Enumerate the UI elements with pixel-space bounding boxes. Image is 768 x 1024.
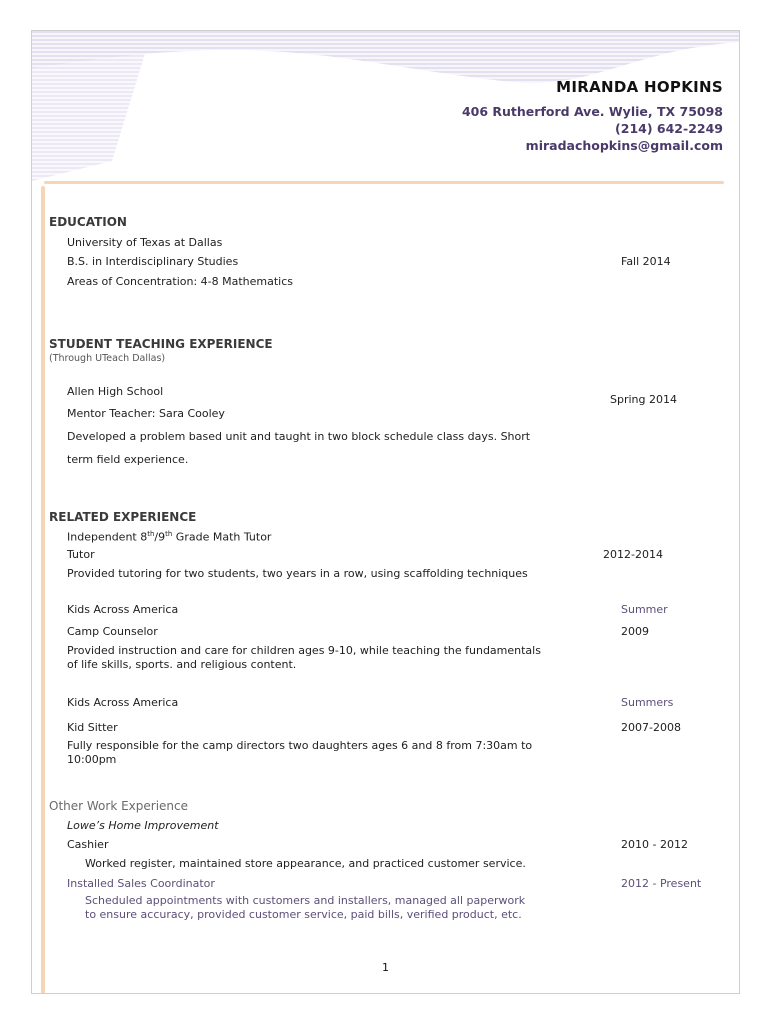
teaching-date: Spring 2014 — [610, 393, 677, 406]
job1-desc: Worked register, maintained store appearance, and practiced customer service. — [85, 857, 526, 870]
camp2-year: 2007-2008 — [621, 721, 681, 734]
student-teaching-subheading: (Through UTeach Dallas) — [49, 353, 166, 364]
section-divider — [44, 181, 724, 184]
tutor-title: Independent 8th/9th Grade Math Tutor — [67, 530, 272, 544]
camp1-role: Camp Counselor — [67, 625, 158, 638]
left-margin-rule — [41, 186, 45, 994]
camp2-season: Summers — [621, 696, 674, 709]
camp2-desc-line2: 10:00pm — [67, 753, 117, 766]
other-work-heading: Other Work Experience — [49, 799, 189, 813]
resume-page — [31, 30, 740, 994]
job1-role: Cashier — [67, 838, 109, 851]
camp1-desc-line2: of life skills, sports. and religious content. — [67, 658, 297, 671]
education-heading: EDUCATION — [49, 215, 127, 229]
education-degree: B.S. in Interdisciplinary Studies — [67, 255, 239, 268]
camp1-desc-line1: Provided instruction and care for children ages 9-10, while teaching the fundamentals — [67, 644, 541, 657]
teaching-school: Allen High School — [67, 385, 164, 398]
email: miradachopkins@gmail.com — [525, 138, 723, 153]
teaching-mentor: Mentor Teacher: Sara Cooley — [67, 407, 225, 420]
job2-desc-line2: to ensure accuracy, provided customer service, paid bills, verified product, etc. — [85, 908, 522, 921]
page-number: 1 — [382, 961, 389, 974]
tutor-date: 2012-2014 — [603, 548, 663, 561]
related-heading: RELATED EXPERIENCE — [49, 510, 197, 524]
education-concentration: Areas of Concentration: 4-8 Mathematics — [67, 275, 294, 288]
camp2-org: Kids Across America — [67, 696, 179, 709]
contact-block — [462, 103, 723, 154]
employer-name: Lowe’s Home Improvement — [67, 819, 219, 832]
teaching-desc-line2: term field experience. — [67, 453, 189, 466]
camp1-year: 2009 — [621, 625, 649, 638]
teaching-desc-line1: Developed a problem based unit and taught in two block schedule class days. Short — [67, 430, 531, 443]
job2-desc-line1: Scheduled appointments with customers and installers, managed all paperwork — [85, 894, 526, 907]
camp2-desc-line1: Fully responsible for the camp directors two daughters ages 6 and 8 from 7:30am to — [67, 739, 533, 752]
camp1-season: Summer — [621, 603, 668, 616]
camp2-role: Kid Sitter — [67, 721, 118, 734]
job2-date: 2012 - Present — [621, 877, 702, 890]
job2-role: Installed Sales Coordinator — [67, 877, 215, 890]
education-date: Fall 2014 — [621, 255, 671, 268]
candidate-name: MIRANDA HOPKINS — [556, 78, 723, 96]
job1-date: 2010 - 2012 — [621, 838, 688, 851]
tutor-desc: Provided tutoring for two students, two years in a row, using scaffolding techniques — [67, 567, 528, 580]
student-teaching-heading: STUDENT TEACHING EXPERIENCE — [49, 337, 273, 351]
education-school: University of Texas at Dallas — [67, 236, 223, 249]
camp1-org: Kids Across America — [67, 603, 179, 616]
tutor-role: Tutor — [67, 548, 95, 561]
address: 406 Rutherford Ave. Wylie, TX 75098 — [461, 104, 723, 119]
phone: (214) 642-2249 — [615, 121, 723, 136]
